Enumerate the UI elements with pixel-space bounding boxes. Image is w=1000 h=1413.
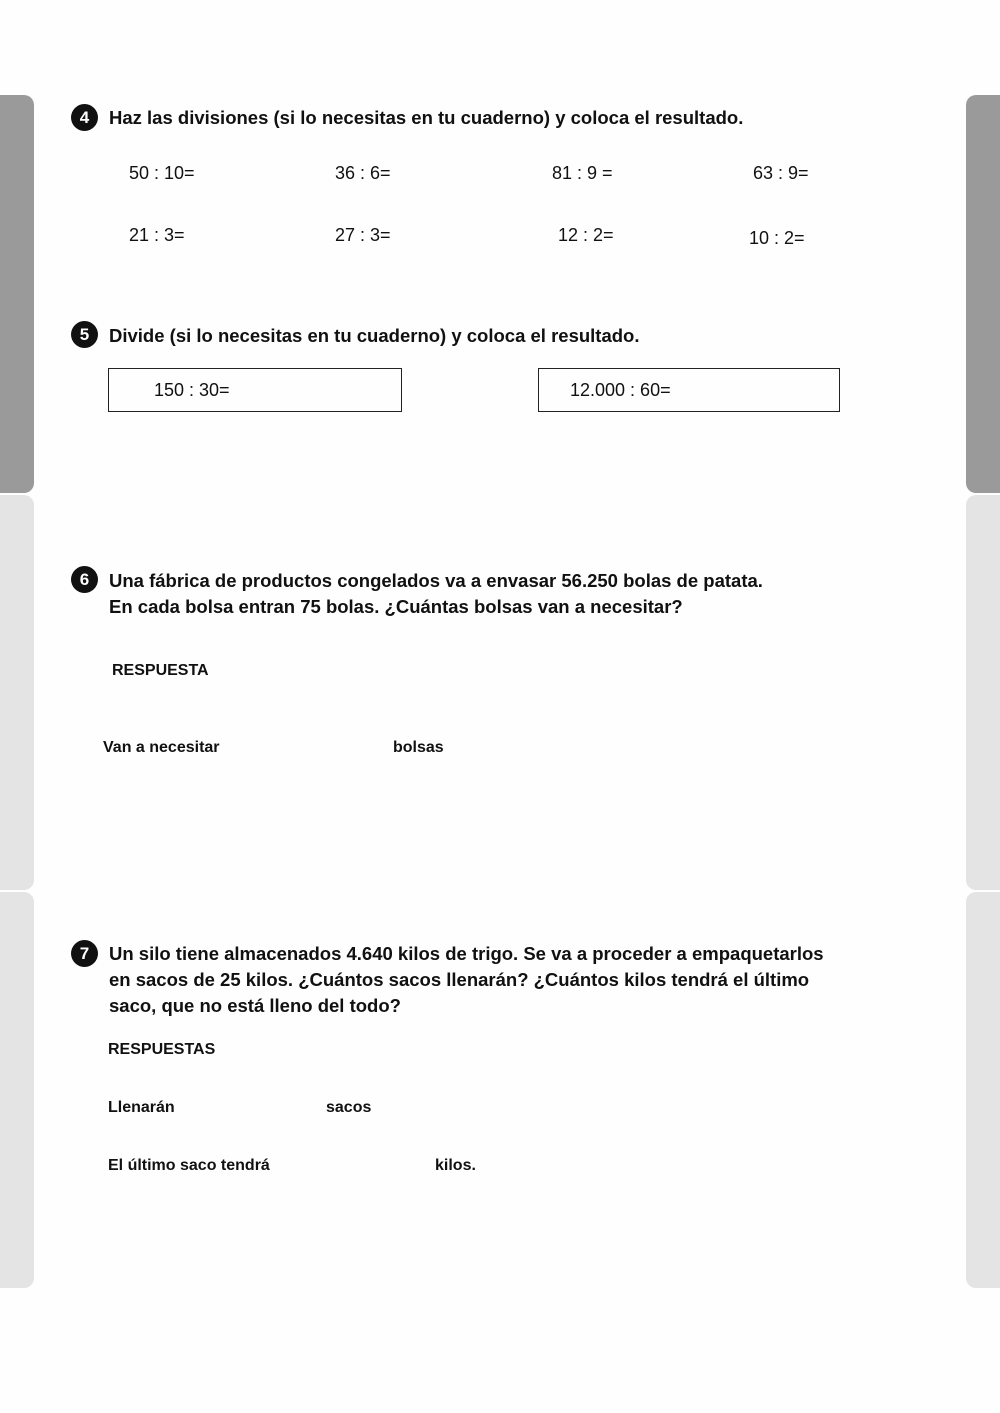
division-6[interactable]: 27 : 3=: [335, 225, 391, 245]
exercise-7-statement: [109, 941, 824, 1019]
exercise-6-statement: [109, 568, 763, 620]
exercise-7-line-2: en sacos de 25 kilos. ¿Cuántos sacos llenarán? ¿Cuántos kilos tendrá el último: [109, 969, 810, 990]
exercise-7-answer1-prefix: Llenarán: [108, 1099, 175, 1116]
division-3[interactable]: 81 : 9 =: [552, 163, 613, 183]
side-tab-left-2: [0, 495, 34, 890]
exercise-4-number: 4: [71, 104, 98, 131]
exercise-7-number: 7: [71, 940, 98, 967]
exercise-7-line-3: saco, que no está lleno del todo?: [109, 995, 401, 1016]
division-box-2-label: 12.000 : 60=: [570, 379, 671, 400]
division-2[interactable]: 36 : 6=: [335, 163, 391, 183]
exercise-6-answer-suffix: bolsas: [393, 739, 444, 756]
exercise-6-number: 6: [71, 566, 98, 593]
exercise-4-title: Haz las divisiones (si lo necesitas en tu cuaderno) y coloca el resultado.: [109, 107, 744, 128]
division-1[interactable]: 50 : 10=: [129, 163, 195, 183]
exercise-7-answer1-suffix: sacos: [326, 1099, 372, 1116]
division-8[interactable]: 10 : 2=: [749, 228, 805, 248]
side-tab-left-1: [0, 95, 34, 493]
division-4[interactable]: 63 : 9=: [753, 163, 809, 183]
side-tab-right-2: [966, 495, 1000, 890]
division-5[interactable]: 21 : 3=: [129, 225, 185, 245]
side-tab-right-3: [966, 892, 1000, 1288]
exercise-7-answer2-prefix: El último saco tendrá: [108, 1157, 270, 1174]
division-box-2[interactable]: [538, 368, 840, 412]
exercise-7-line-1: Un silo tiene almacenados 4.640 kilos de trigo. Se va a proceder a empaquetarlos: [109, 943, 824, 964]
exercise-5-title: Divide (si lo necesitas en tu cuaderno) y coloca el resultado.: [109, 325, 640, 346]
exercise-5-number: 5: [71, 321, 98, 348]
exercise-7-answer2-suffix: kilos.: [435, 1157, 476, 1174]
exercise-6-answer-heading: RESPUESTA: [112, 662, 209, 679]
exercise-6-answer-prefix: Van a necesitar: [103, 739, 220, 756]
side-tab-right-1: [966, 95, 1000, 493]
division-box-1[interactable]: [108, 368, 402, 412]
exercise-6-line-1: Una fábrica de productos congelados va a envasar 56.250 bolas de patata.: [109, 570, 763, 591]
side-tab-left-3: [0, 892, 34, 1288]
division-7[interactable]: 12 : 2=: [558, 225, 614, 245]
exercise-7-answer-heading: RESPUESTAS: [108, 1041, 216, 1058]
exercise-6-line-2: En cada bolsa entran 75 bolas. ¿Cuántas bolsas van a necesitar?: [109, 596, 683, 617]
division-box-1-label: 150 : 30=: [154, 379, 230, 400]
